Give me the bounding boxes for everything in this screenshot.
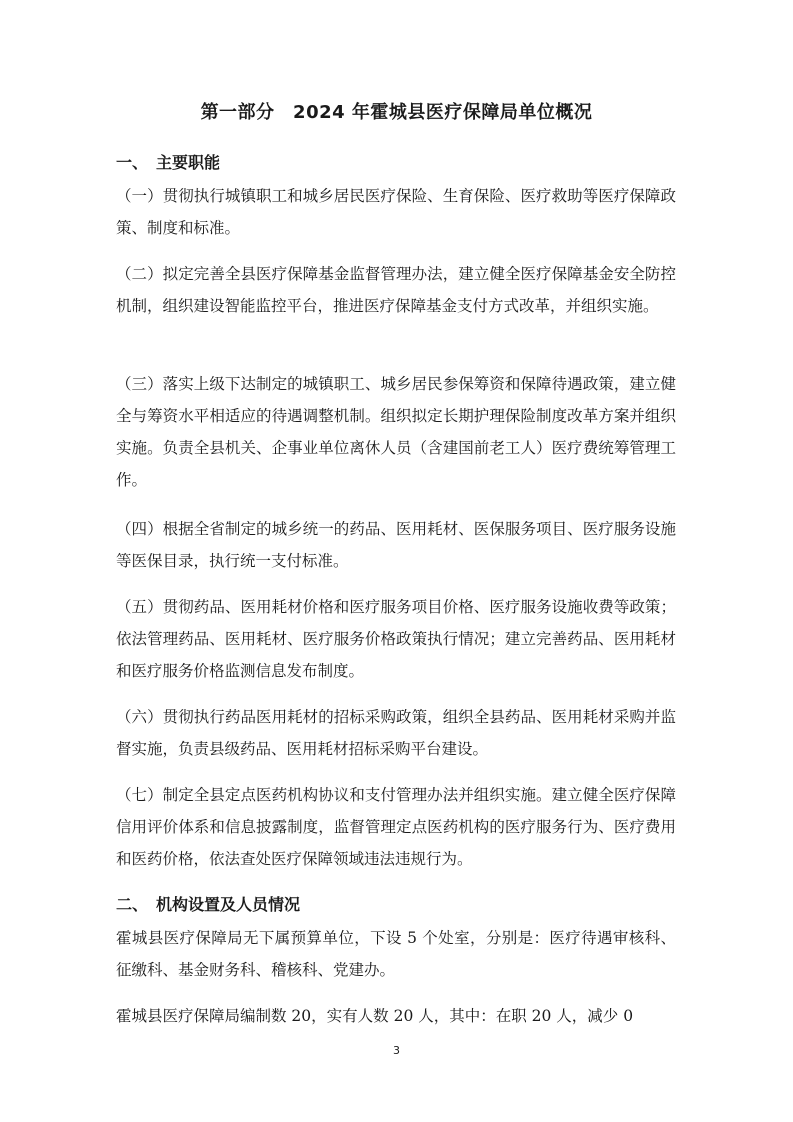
- paragraph-function-1: （一）贯彻执行城镇职工和城乡居民医疗保险、生育保险、医疗救助等医疗保障政策、制度和标准。: [116, 187, 676, 237]
- paragraph-function-7: （七）制定全县定点医药机构协议和支付管理办法并组织实施。建立健全医疗保障信用评价体系和信息披露制度，监督管理定点医药机构的医疗服务行为、医疗费用和医药价格，依法查处医疗保障领域违法违规行为。: [116, 786, 676, 868]
- page-number: 3: [393, 1044, 400, 1057]
- paragraph-function-5: （五）贯彻药品、医用耗材价格和医疗服务项目价格、医疗服务设施收费等政策；依法管理药品、医用耗材、医疗服务价格政策执行情况；建立完善药品、医用耗材和医疗服务价格监测信息发布制度。: [116, 598, 676, 680]
- paragraph-function-6: （六）贯彻执行药品医用耗材的招标采购政策，组织全县药品、医用耗材采购并监督实施，负责县级药品、医用耗材招标采购平台建设。: [116, 708, 676, 758]
- page-title: 第一部分 2024 年霍城县医疗保障局单位概况: [200, 102, 593, 123]
- paragraph-organization-1: 霍城县医疗保障局无下属预算单位，下设 5 个处室，分别是：医疗待遇审核科、征缴科、基金财务科、稽核科、党建办。: [116, 929, 676, 979]
- paragraph-organization-2: 霍城县医疗保障局编制数 20，实有人数 20 人，其中：在职 20 人，减少 0: [116, 1007, 634, 1025]
- section-heading-main-functions: 一、 主要职能: [116, 153, 221, 172]
- paragraph-function-2: （二）拟定完善全县医疗保障基金监督管理办法，建立健全医疗保障基金安全防控机制，组织建设智能监控平台，推进医疗保障基金支付方式改革，并组织实施。: [116, 265, 676, 315]
- paragraph-function-4: （四）根据全省制定的城乡统一的药品、医用耗材、医保服务项目、医疗服务设施等医保目录，执行统一支付标准。: [116, 520, 676, 570]
- section-heading-organization: 二、 机构设置及人员情况: [116, 895, 301, 914]
- paragraph-function-3: （三）落实上级下达制定的城镇职工、城乡居民参保筹资和保障待遇政策，建立健全与筹资水平相适应的待遇调整机制。组织拟定长期护理保险制度改革方案并组织实施。负责全县机关、企事业单位离休人员（含建国前老工人）医疗费统筹管理工作。: [116, 375, 676, 489]
